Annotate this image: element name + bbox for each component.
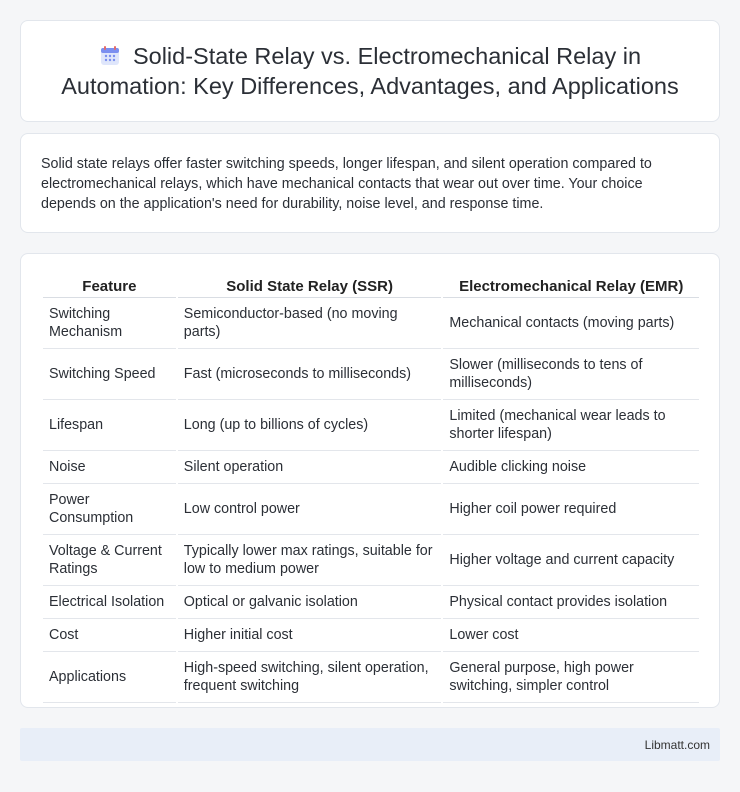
- cell-emr: Physical contact provides isolation: [443, 586, 699, 619]
- cell-ssr: Higher initial cost: [178, 619, 442, 652]
- cell-emr: General purpose, high power switching, simpler control: [443, 652, 699, 703]
- cell-emr: Audible clicking noise: [443, 451, 699, 484]
- cell-feature: Switching Mechanism: [43, 298, 176, 349]
- page-title-text: Solid-State Relay vs. Electromechanical Relay in Automation: Key Differences, Advantages, and Applications: [61, 43, 679, 99]
- table-row: [43, 298, 699, 349]
- summary-card: [20, 133, 720, 233]
- calendar-icon: [99, 44, 121, 66]
- cell-ssr: Typically lower max ratings, suitable for low to medium power: [178, 535, 442, 586]
- cell-feature: Noise: [43, 451, 176, 484]
- comparison-table: [43, 274, 699, 703]
- cell-ssr: Optical or galvanic isolation: [178, 586, 442, 619]
- cell-ssr: Silent operation: [178, 451, 442, 484]
- summary-text: Solid state relays offer faster switching speeds, longer lifespan, and silent operation compared to electromechanical relays, which have mechanical contacts that wear out over time. Your choice depends on the application's need for durability, noise level, and response time.: [41, 156, 652, 212]
- table-row: [43, 400, 699, 451]
- cell-ssr: Fast (microseconds to milliseconds): [178, 349, 442, 400]
- cell-emr: Lower cost: [443, 619, 699, 652]
- cell-feature: Voltage & Current Ratings: [43, 535, 176, 586]
- table-row: [43, 652, 699, 703]
- page-title: [45, 41, 695, 101]
- cell-ssr: Long (up to billions of cycles): [178, 400, 442, 451]
- cell-feature: Applications: [43, 652, 176, 703]
- cell-ssr: Low control power: [178, 484, 442, 535]
- table-row: [43, 349, 699, 400]
- cell-feature: Power Consumption: [43, 484, 176, 535]
- header-feature: Feature: [43, 274, 176, 298]
- cell-emr: Mechanical contacts (moving parts): [443, 298, 699, 349]
- cell-emr: Slower (milliseconds to tens of milliseconds): [443, 349, 699, 400]
- header-ssr: Solid State Relay (SSR): [178, 274, 442, 298]
- cell-emr: Limited (mechanical wear leads to shorter lifespan): [443, 400, 699, 451]
- cell-feature: Switching Speed: [43, 349, 176, 400]
- cell-feature: Electrical Isolation: [43, 586, 176, 619]
- table-row: [43, 586, 699, 619]
- table-row: [43, 535, 699, 586]
- header-emr: Electromechanical Relay (EMR): [443, 274, 699, 298]
- cell-feature: Lifespan: [43, 400, 176, 451]
- comparison-table-card: [20, 253, 720, 708]
- cell-emr: Higher voltage and current capacity: [443, 535, 699, 586]
- cell-feature: Cost: [43, 619, 176, 652]
- table-row: [43, 451, 699, 484]
- table-row: [43, 619, 699, 652]
- footer: [20, 728, 720, 761]
- title-card: [20, 20, 720, 122]
- cell-emr: Higher coil power required: [443, 484, 699, 535]
- footer-site-link[interactable]: Libmatt.com: [644, 738, 710, 752]
- table-header-row: [43, 274, 699, 298]
- table-row: [43, 484, 699, 535]
- cell-ssr: Semiconductor-based (no moving parts): [178, 298, 442, 349]
- cell-ssr: High-speed switching, silent operation, frequent switching: [178, 652, 442, 703]
